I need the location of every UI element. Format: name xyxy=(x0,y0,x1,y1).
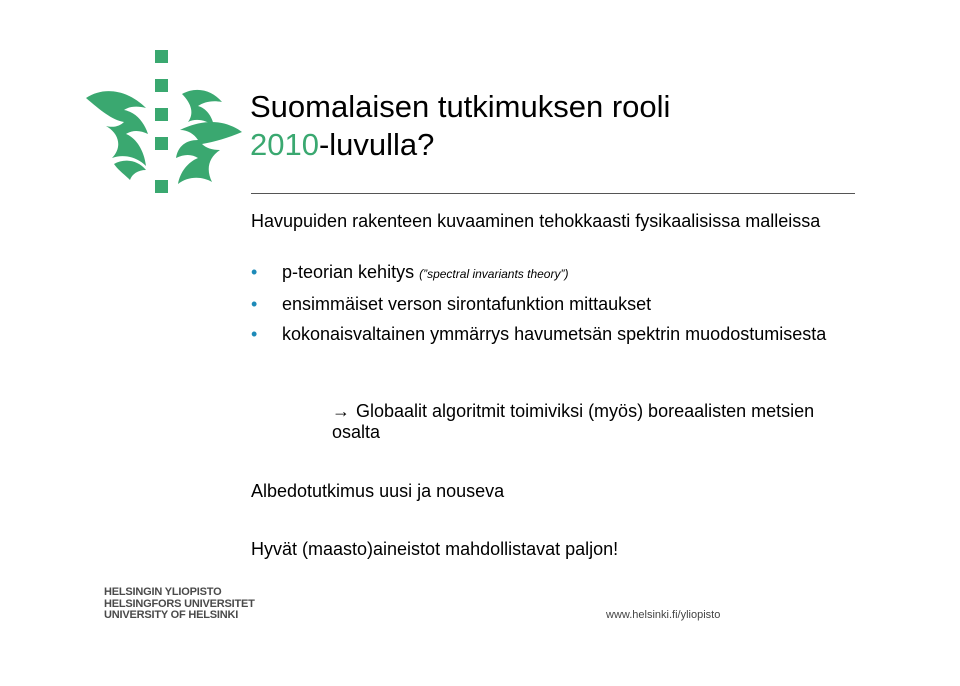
bullet-icon: • xyxy=(251,294,258,314)
title-line-2 xyxy=(250,126,670,164)
arrow-right-icon: → xyxy=(332,401,350,421)
title-line-1: Suomalaisen tutkimuksen rooli xyxy=(250,89,671,124)
bullet-text: p-teorian kehitys xyxy=(282,262,415,282)
university-name-sv: HELSINGFORS UNIVERSITET xyxy=(104,597,255,610)
intro-text: Havupuiden rakenteen kuvaaminen tehokkaasti fysikaalisissa malleissa xyxy=(251,211,821,231)
conclusion-text xyxy=(332,401,852,443)
bullet-icon: • xyxy=(251,324,258,344)
title-year-accent: 2010 xyxy=(250,127,319,162)
university-flame-logo xyxy=(84,46,244,201)
slide-title xyxy=(250,88,670,164)
bullet-note: (”spectral invariants theory”) xyxy=(419,267,569,281)
albedo-statement: Albedotutkimus uusi ja nouseva xyxy=(251,481,505,501)
university-name-block xyxy=(104,587,255,622)
list-item xyxy=(251,262,851,284)
university-name-fi: HELSINGIN YLIOPISTO xyxy=(104,586,222,598)
list-item xyxy=(251,324,851,344)
university-name-en: UNIVERSITY OF HELSINKI xyxy=(104,609,239,621)
bullet-text: kokonaisvaltainen ymmärrys havumetsän spektrin muodostumisesta xyxy=(282,324,827,344)
title-line-2-rest: -luvulla? xyxy=(318,127,435,162)
conclusion-body: Globaalit algoritmit toimiviksi (myös) boreaalisten metsien osalta xyxy=(332,401,815,442)
bullet-icon: • xyxy=(251,262,258,282)
title-divider xyxy=(251,193,855,194)
footer-url-link[interactable]: www.helsinki.fi/yliopisto xyxy=(606,609,721,621)
list-item xyxy=(251,294,851,314)
bullet-text: ensimmäiset verson sirontafunktion mittaukset xyxy=(282,294,652,314)
data-statement: Hyvät (maasto)aineistot mahdollistavat paljon! xyxy=(251,539,619,559)
bullet-list xyxy=(251,262,851,354)
